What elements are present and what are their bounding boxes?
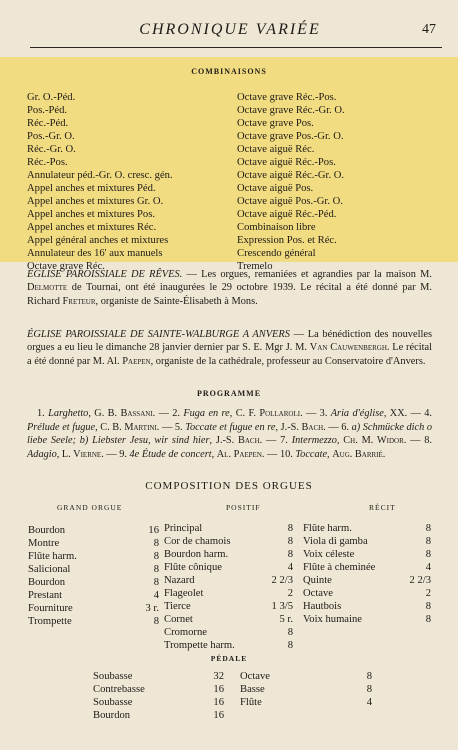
combinaison-item: Tremelo — [237, 261, 273, 272]
combinaisons-right-column — [237, 91, 345, 273]
programme-number: 6. — [341, 421, 352, 433]
stop-size: 2 2/3 — [409, 575, 431, 586]
stop-size: 8 — [287, 627, 293, 638]
stop-name: Trompette harm. — [164, 640, 235, 651]
programme-composer: G. B. Bassani — [94, 408, 153, 419]
stop-row — [303, 587, 431, 600]
stop-name: Hautbois — [303, 601, 342, 612]
combinaison-item: Octave aiguë Pos. — [237, 183, 314, 194]
programme-work: 4e Étude de concert — [129, 448, 212, 460]
combinaison-item: Gr. O.-Péd. — [27, 92, 76, 103]
stop-name: Flûte harm. — [303, 523, 352, 534]
stop-row — [28, 576, 159, 589]
stop-name: Quinte — [303, 575, 332, 586]
programme-number: 7. — [280, 435, 292, 447]
stop-name: Soubasse — [93, 697, 133, 708]
positif-heading: POSITIF — [226, 503, 261, 512]
stop-row — [164, 548, 293, 561]
stop-size: 8 — [287, 536, 293, 547]
programme-work: Fuga en re — [183, 408, 230, 419]
stop-row — [28, 602, 159, 615]
stop-size: 8 — [425, 614, 431, 625]
stop-size: 8 — [153, 551, 159, 562]
combinaison-item: Annulateur péd.-Gr. O. cresc. gén. — [27, 170, 173, 181]
stop-row — [93, 683, 224, 696]
stop-name: Octave — [240, 671, 270, 682]
combinaison-item: Appel anches et mixtures Péd. — [27, 183, 156, 194]
stop-size: 8 — [153, 538, 159, 549]
anvers-title: ÉGLISE PAROISSIALE DE SAINTE-WALBURGE A ANVERS — [27, 329, 290, 340]
stop-size: 4 — [366, 697, 372, 708]
programme-composer: XX — [389, 408, 405, 419]
stop-row — [164, 600, 293, 613]
stop-name: Prestant — [28, 590, 63, 601]
stop-name: Nazard — [164, 575, 195, 586]
grand-orgue-heading: GRAND ORGUE — [57, 503, 123, 512]
programme-work: Larghetto — [48, 408, 89, 419]
combinaison-item: Octave aiguë Réc.-Péd. — [237, 209, 337, 220]
stop-row — [303, 574, 431, 587]
stop-size: 32 — [213, 671, 224, 682]
stop-name: Voix céleste — [303, 549, 355, 560]
recit-stops — [303, 522, 431, 626]
stop-row — [28, 563, 159, 576]
stop-name: Fourniture — [28, 603, 73, 614]
reves-text-3: , organiste de Sainte-Élisabeth à Mons. — [95, 295, 258, 307]
stop-row — [28, 589, 159, 602]
stop-row — [93, 696, 224, 709]
programme-number: 2. — [172, 408, 184, 419]
stop-row — [240, 683, 372, 696]
stop-row — [240, 696, 372, 709]
page-number: 47 — [422, 22, 436, 37]
stop-name: Flûte cônique — [164, 562, 222, 573]
combinaison-item: Octave aiguë Réc.-Gr. O. — [237, 170, 345, 181]
stop-size: 8 — [153, 616, 159, 627]
stop-name: Voix humaine — [303, 614, 362, 625]
stop-name: Principal — [164, 523, 203, 534]
stop-size: 8 — [153, 577, 159, 588]
combinaison-item: Expression Pos. et Réc. — [237, 235, 337, 246]
programme-composer: J.-S. Bach — [280, 421, 324, 433]
stop-row — [93, 709, 224, 722]
programme-work: Intermezzo — [291, 435, 337, 447]
pedale-heading: PÉDALE — [210, 654, 248, 663]
stop-name: Cromorne — [164, 627, 207, 638]
stop-size: 8 — [287, 549, 293, 560]
stop-name: Trompette — [28, 616, 72, 627]
stop-size: 4 — [425, 562, 431, 573]
stop-name: Bourdon — [28, 577, 66, 588]
combinaison-item: Réc.-Pos. — [27, 157, 68, 168]
stop-size: 16 — [213, 697, 224, 708]
stop-row — [93, 670, 224, 683]
running-title: CHRONIQUE VARIÉE — [139, 21, 321, 38]
stop-size: 4 — [287, 562, 293, 573]
combinaison-item: Pos.-Gr. O. — [27, 131, 75, 142]
stop-name: Tierce — [164, 601, 191, 612]
stop-name: Flûte à cheminée — [303, 562, 376, 573]
programme-number: 5. — [174, 421, 186, 433]
stop-size: 16 — [148, 525, 159, 536]
stop-size: 8 — [287, 523, 293, 534]
stop-name: Flageolet — [164, 588, 204, 599]
combinaison-item: Appel anches et mixtures Gr. O. — [27, 196, 164, 207]
stop-row — [28, 524, 159, 537]
stop-name: Cor de chamois — [164, 536, 231, 547]
anvers-text-1: — La bénédiction des nouvelles orgues a eu lieu le dimanche 28 janvier dernier par S. E. Mgr J. M. — [27, 329, 432, 354]
stop-row — [164, 587, 293, 600]
stop-row — [303, 613, 431, 626]
combinaison-item: Réc.-Gr. O. — [27, 144, 76, 155]
combinaison-item: Annulateur des 16' aux manuels — [27, 248, 163, 259]
combinaison-item: Réc.-Péd. — [27, 118, 69, 129]
programme-list: 1. Larghetto, G. B. Bassani. — 2. Fuga en re, C. F. Pollaroli. — 3. Aria d'église, XX. — 4. Prélude et fugue, C. B. Martini. — 5. Toccate et fugue en re, J.-S. Bach. — 6. a) Schmücke dich o liebe Seele; b) Liebster Jesu, wir sind hier, J.-S. Bach. — 7. Intermezzo, Ch. M. Widor. — 8. Adagio, L. Vierne. — 9. 4e Étude de concert, Al. Paepen. — 10. Toccate, Aug. Barrié. — [27, 408, 432, 460]
stop-name: Cornet — [164, 614, 193, 625]
anvers-text-2: . Le récital a été donné par M. Al. — [27, 342, 432, 367]
stop-size: 2 — [287, 588, 293, 599]
programme-composer: L. Vierne — [61, 448, 102, 460]
stop-name: Montre — [28, 538, 60, 549]
grand-orgue-stops — [28, 524, 159, 628]
stop-row — [28, 537, 159, 550]
pedale-right-stops — [240, 670, 372, 709]
combinaison-item: Octave grave Réc. — [27, 261, 105, 272]
stop-size: 2 — [425, 588, 431, 599]
programme-composer: C. F. Pollaroli — [235, 408, 301, 419]
page-header — [30, 19, 442, 49]
reves-text-2: de Tournai, ont été inaugurées le 29 octobre 1939. Le récital a été donné par M. Richard — [27, 282, 432, 307]
programme-composer: C. B. Martini — [100, 421, 157, 433]
programme-heading: PROGRAMME — [196, 389, 262, 398]
stop-name: Basse — [240, 684, 265, 695]
combinaisons-left-column — [27, 91, 173, 273]
programme-work: Toccate — [295, 448, 328, 460]
combinaisons-heading: COMBINAISONS — [191, 67, 267, 76]
programme-number: 8. — [424, 435, 432, 447]
combinaison-item: Appel général anches et mixtures — [27, 235, 169, 246]
programme-work: Prélude et fugue — [27, 421, 96, 433]
combinaison-item: Appel anches et mixtures Pos. — [27, 209, 155, 220]
programme-number: 3. — [319, 408, 331, 419]
reves-paragraph — [27, 268, 432, 308]
combinaison-item: Octave grave Réc.-Pos. — [237, 92, 337, 103]
programme-work: Adagio — [27, 448, 57, 460]
combinaison-item: Octave aiguë Pos.-Gr. O. — [237, 196, 343, 207]
stop-name: Octave — [303, 588, 333, 599]
combinaison-item: Appel anches et mixtures Réc. — [27, 222, 157, 233]
composition-title: COMPOSITION DES ORGUES — [145, 480, 313, 492]
programme-composer: J.-S. Bach — [215, 435, 260, 447]
stop-size: 8 — [366, 671, 372, 682]
stop-size: 16 — [213, 684, 224, 695]
stop-row — [303, 548, 431, 561]
stop-size: 4 — [153, 590, 159, 601]
stop-size: 8 — [425, 523, 431, 534]
anvers-text-3: , organiste de la cathédrale, professeur au Conservatoire d'Anvers. — [150, 355, 426, 367]
stop-row — [164, 522, 293, 535]
anvers-paragraph — [27, 328, 432, 368]
programme-number: 10. — [279, 448, 296, 460]
stop-name: Bourdon — [28, 525, 66, 536]
positif-stops — [164, 522, 293, 652]
anvers-name-1: Van Cauwenbergh — [309, 342, 387, 354]
programme-work: Aria d'église — [330, 408, 384, 419]
stop-size: 3 r. — [145, 603, 159, 614]
stop-row — [303, 535, 431, 548]
stop-size: 8 — [425, 536, 431, 547]
stop-size: 8 — [153, 564, 159, 575]
stop-size: 8 — [425, 549, 431, 560]
stop-row — [164, 535, 293, 548]
anvers-name-2: Paepen — [122, 355, 151, 367]
stop-row — [28, 550, 159, 563]
stop-row — [303, 600, 431, 613]
programme-number: 9. — [119, 448, 130, 460]
reves-name-2: Freteur — [62, 295, 96, 307]
stop-size: 8 — [287, 640, 293, 651]
programme-number: 1. — [37, 408, 49, 419]
header-rule — [30, 47, 442, 48]
recit-heading: RÉCIT — [369, 503, 396, 512]
stop-name: Bourdon — [93, 710, 131, 721]
stop-size: 16 — [213, 710, 224, 721]
combinaison-item: Octave aiguë Réc. — [237, 144, 315, 155]
reves-name-1: Delmotte — [27, 282, 68, 294]
stop-size: 2 2/3 — [271, 575, 293, 586]
stop-row — [164, 613, 293, 626]
stop-row — [28, 615, 159, 628]
combinaison-item: Crescendo général — [237, 248, 316, 259]
stop-name: Soubasse — [93, 671, 133, 682]
stop-size: 8 — [425, 601, 431, 612]
pedale-left-stops — [93, 670, 224, 722]
stop-name: Salicional — [28, 564, 71, 575]
reves-title: ÉGLISE PAROISSIALE DE RÊVES. — [27, 269, 183, 280]
stop-name: Contrebasse — [93, 684, 145, 695]
programme-work: Toccate et fugue en re — [185, 421, 276, 433]
programme-number: 4. — [424, 408, 432, 419]
stop-name: Bourdon harm. — [164, 549, 229, 560]
programme-work: a) Schmücke dich o liebe Seele; b) Liebster Jesu, wir sind hier — [27, 421, 432, 447]
programme-composer: Al. Paepen — [216, 448, 262, 460]
stop-name: Viola di gamba — [303, 536, 368, 547]
combinaison-item: Combinaison libre — [237, 222, 316, 233]
stop-size: 8 — [366, 684, 372, 695]
combinaison-item: Pos.-Péd. — [27, 105, 68, 116]
combinaison-item: Octave grave Pos.-Gr. O. — [237, 131, 344, 142]
stop-row — [164, 639, 293, 652]
combinaison-item: Octave aiguë Réc.-Pos. — [237, 157, 336, 168]
stop-row — [240, 670, 372, 683]
stop-name: Flûte — [240, 697, 262, 708]
stop-size: 1 3/5 — [271, 601, 293, 612]
stop-row — [164, 561, 293, 574]
stop-row — [164, 626, 293, 639]
stop-size: 5 r. — [279, 614, 293, 625]
stop-row — [303, 561, 431, 574]
stop-row — [164, 574, 293, 587]
reves-text-1: — Les orgues, remaniées et agrandies par la maison M. — [182, 269, 432, 280]
programme-composer: Aug. Barrié — [332, 448, 383, 460]
stop-row — [303, 522, 431, 535]
stop-name: Flûte harm. — [28, 551, 77, 562]
combinaison-item: Octave grave Réc.-Gr. O. — [237, 105, 345, 116]
programme-composer: Ch. M. Widor — [343, 435, 404, 447]
combinaison-item: Octave grave Pos. — [237, 118, 314, 129]
